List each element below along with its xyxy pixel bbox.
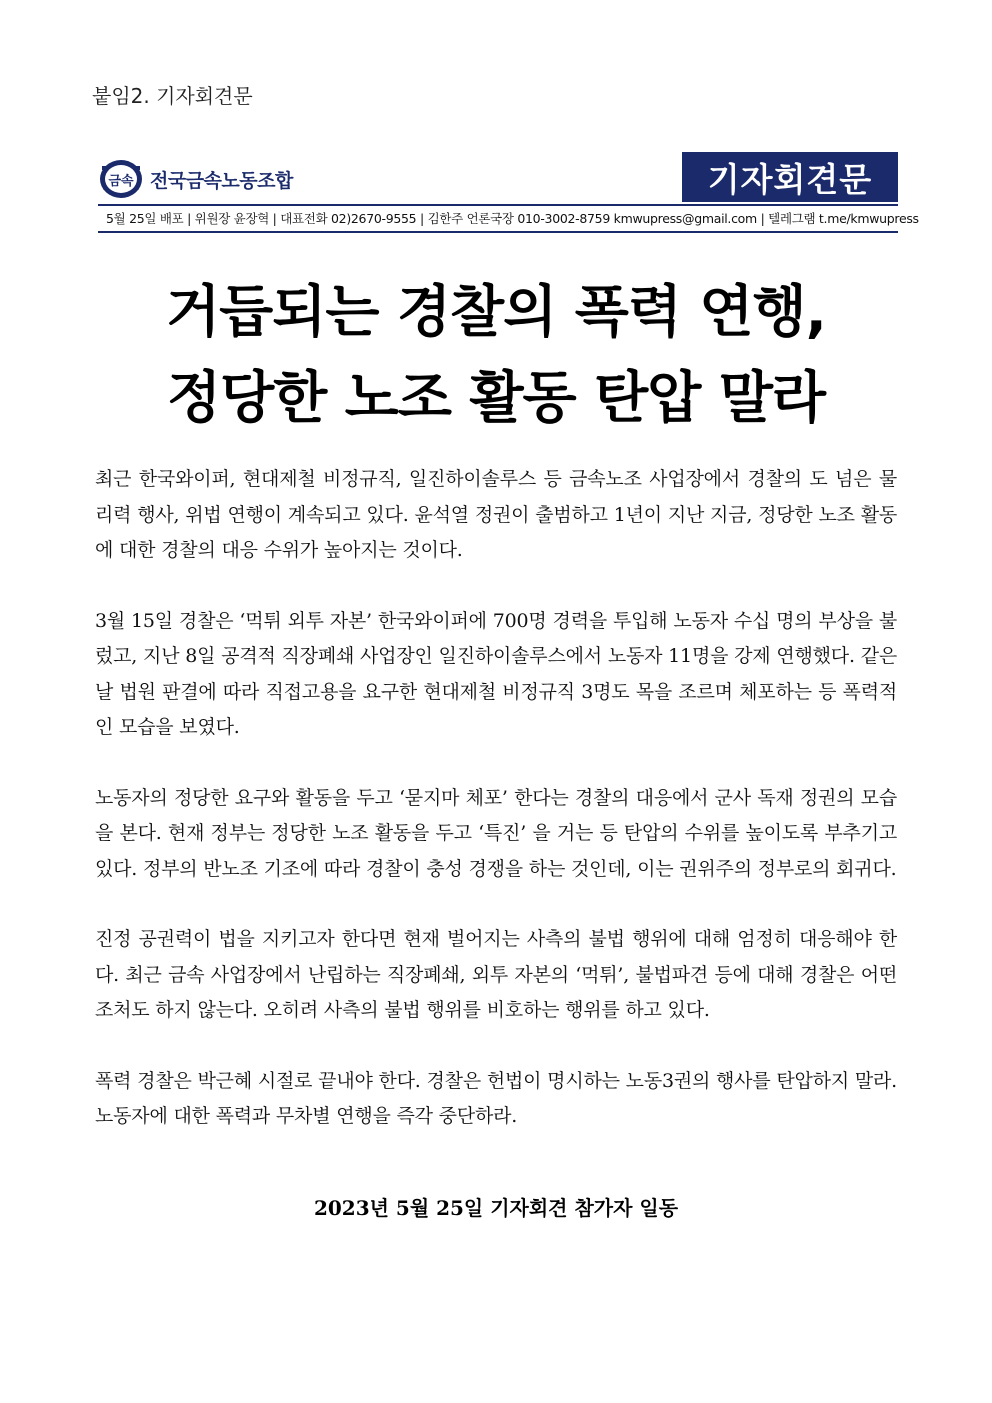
org-name: 전국금속노동조합 bbox=[150, 169, 293, 192]
headline-line-2: 정당한 노조 활동 탄압 말라 bbox=[166, 366, 826, 431]
paragraph: 3월 15일 경찰은 ‘먹튀 외투 자본’ 한국와이퍼에 700명 경력을 투입해 노동자 수십 명의 부상을 불렀고, 지난 8일 공격적 직장폐쇄 사업장인 일진하이솔루스에서 노동자 11명을 강제 연행했다. 같은 날 법원 판결에 따라 직접고용을 요구한 현대제철 비정규직 3명도 목을 조르며 체포하는 등 폭력적인 모습을 보였다. bbox=[95, 609, 897, 738]
header-divider-top bbox=[98, 204, 898, 206]
paragraph: 노동자의 정당한 요구와 활동을 두고 ‘묻지마 체포’ 한다는 경찰의 대응에서 군사 독재 정권의 모습을 본다. 현재 정부는 정당한 노조 활동을 두고 ‘특진’ 을 거는 등 탄압의 수위를 높이도록 부추기고 있다. 정부의 반노조 기조에 따라 경찰이 충성 경쟁을 하는 것인데, 이는 권위주의 정부로의 회귀다. bbox=[95, 786, 897, 880]
contact-info-line: 5월 25일 배포 | 위원장 윤장혁 | 대표전화 02)2670-9555 | 김한주 언론국장 010-3002-8759 kmwupress@gmail.com | 텔레그램 t.me/kmwupress bbox=[106, 211, 919, 226]
letterhead bbox=[98, 152, 919, 234]
statement-body bbox=[95, 462, 897, 1170]
logo-text: 금속 bbox=[108, 174, 134, 189]
paragraph: 진정 공권력이 법을 지키고자 한다면 현재 벌어지는 사측의 불법 행위에 대해 엄정히 대응해야 한다. 최근 금속 사업장에서 난립하는 직장폐쇄, 외투 자본의 ‘먹튀’, 불법파견 등에 대해 경찰은 어떤 조처도 하지 않는다. 오히려 사측의 불법 행위를 비호하는 행위를 하고 있다. bbox=[95, 928, 897, 1021]
union-logo bbox=[98, 158, 293, 200]
press-release-badge: 기자회견문 bbox=[682, 152, 898, 202]
headline-line-1: 거듭되는 경찰의 폭력 연행, bbox=[166, 280, 826, 345]
paragraph: 폭력 경찰은 박근혜 시절로 끝내야 한다. 경찰은 헌법이 명시하는 노동3권의 행사를 탄압하지 말라. 노동자에 대한 폭력과 무차별 연행을 즉각 중단하라. bbox=[95, 1069, 897, 1127]
header-divider-bottom bbox=[98, 231, 898, 233]
attachment-label: 붙임2. 기자회견문 bbox=[92, 84, 253, 108]
closing-signature: 2023년 5월 25일 기자회견 참가자 일동 bbox=[313, 1196, 679, 1220]
union-emblem-icon bbox=[98, 158, 144, 200]
paragraph: 최근 한국와이퍼, 현대제철 비정규직, 일진하이솔루스 등 금속노조 사업장에서 경찰의 도 넘은 물리력 행사, 위법 연행이 계속되고 있다. 윤석열 정권이 출범하고 1년이 지난 지금, 정당한 노조 활동에 대한 경찰의 대응 수위가 높아지는 것이다. bbox=[95, 468, 897, 561]
